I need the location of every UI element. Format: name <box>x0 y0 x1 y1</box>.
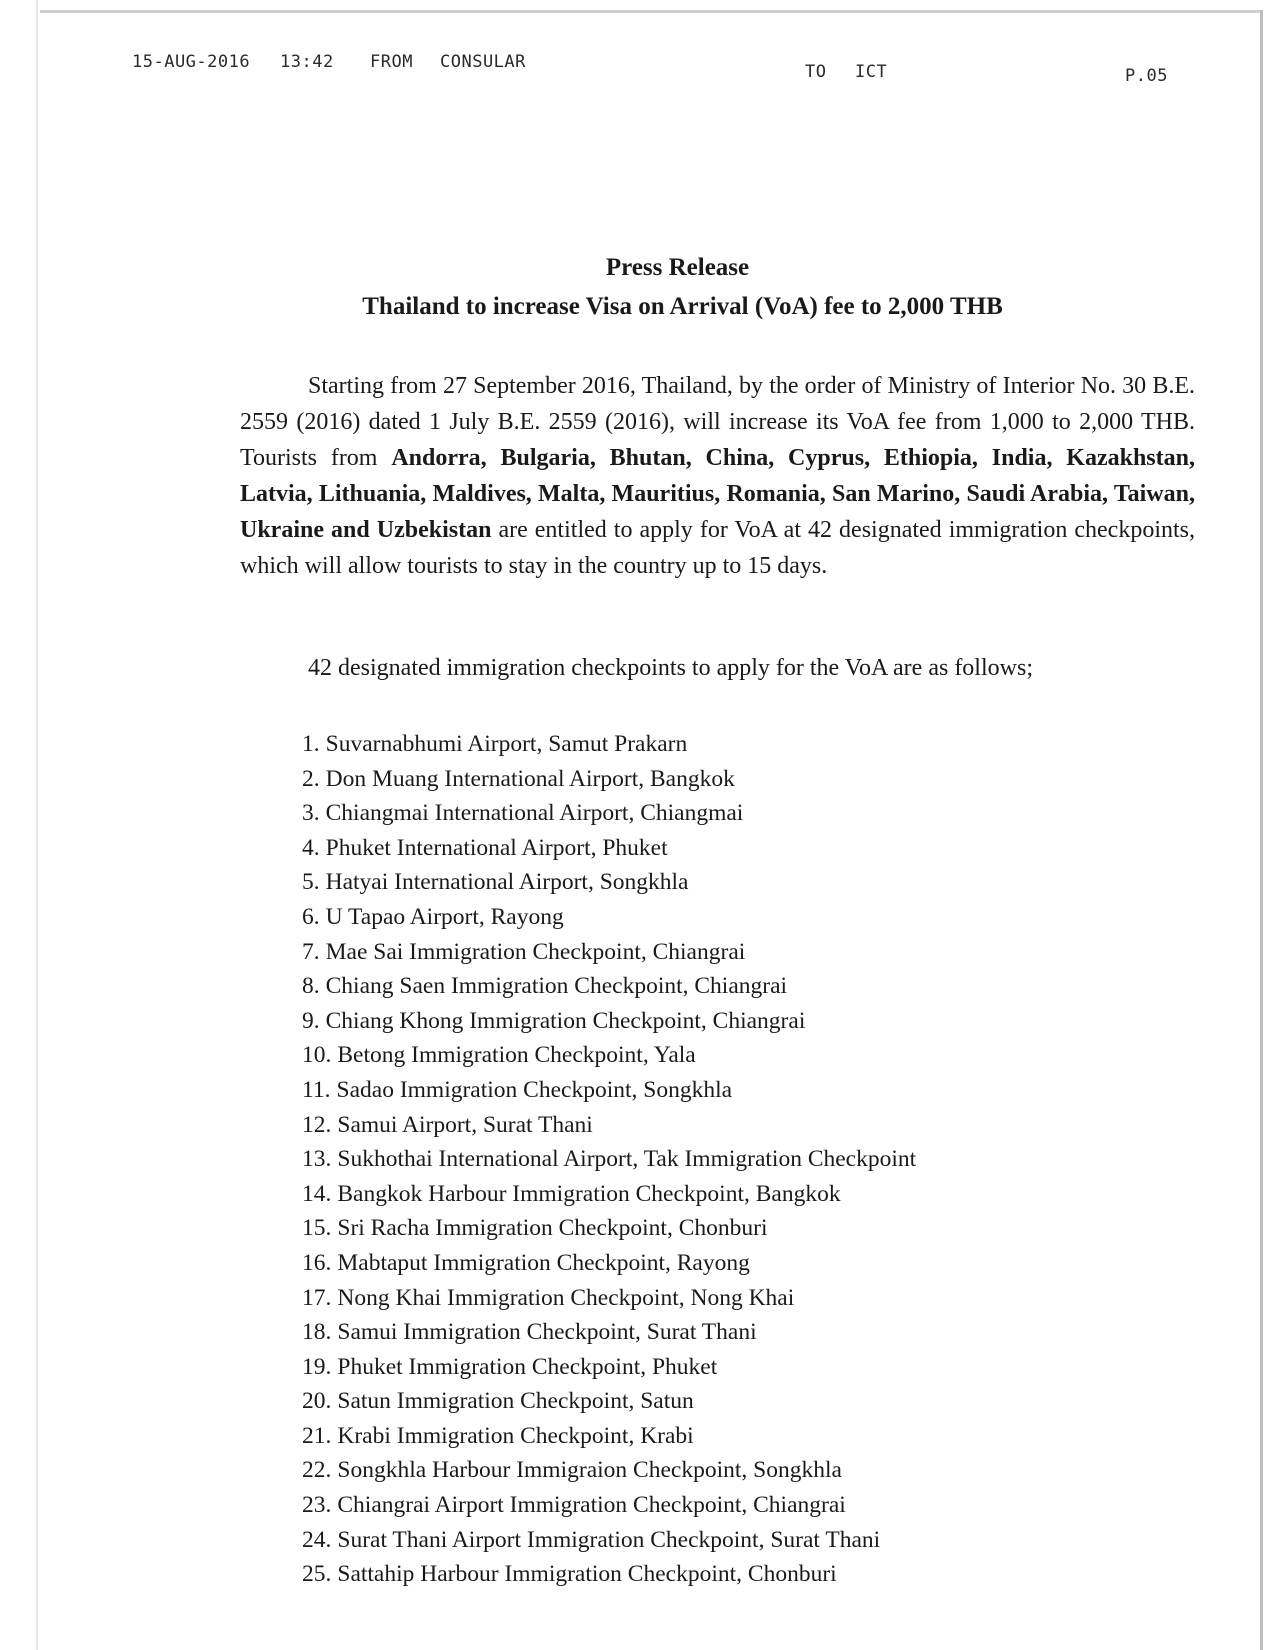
list-item-name: Songkhla Harbour Immigraion Checkpoint, Songkhla <box>337 1457 842 1484</box>
list-item-number: 13. <box>302 1146 332 1173</box>
list-item-number: 4. <box>302 834 320 861</box>
list-item-number: 10. <box>302 1042 332 1069</box>
intro-lead: Starting from 27 September 2016, Thailand, by the order of Ministry of Interior No. 30 B.E. 2559 (2016) dated 1 July B.E. 2559 (2016), will increase its VoA fee from 1,000 to 2,000 THB. Tourists from <box>240 373 1195 471</box>
page-title: Press Release <box>605 254 750 281</box>
list-item-name: Sukhothai International Airport, Tak Immigration Checkpoint <box>337 1146 917 1173</box>
list-item-number: 20. <box>302 1388 332 1415</box>
list-item-name: Mabtaput Immigration Checkpoint, Rayong <box>337 1249 750 1276</box>
list-item-name: Nong Khai Immigration Checkpoint, Nong Khai <box>337 1284 795 1311</box>
list-item-name: Bangkok Harbour Immigration Checkpoint, Bangkok <box>337 1180 841 1207</box>
list-item <box>302 1557 916 1592</box>
list-item <box>302 1488 916 1523</box>
list-item-name: Chiang Khong Immigration Checkpoint, Chiangrai <box>325 1007 806 1034</box>
fax-page-number: P.05 <box>1125 66 1168 86</box>
list-item <box>302 1246 916 1281</box>
list-item-number: 9. <box>302 1007 320 1034</box>
list-item <box>302 1038 916 1073</box>
list-item-name: Chiang Saen Immigration Checkpoint, Chiangrai <box>325 973 788 1000</box>
list-item <box>302 1177 916 1212</box>
scan-edge-left <box>36 0 38 1650</box>
list-item <box>302 1073 916 1108</box>
list-item-number: 24. <box>302 1526 332 1553</box>
list-item <box>302 1384 916 1419</box>
fax-time: 13:42 <box>280 52 334 72</box>
list-item <box>302 935 916 970</box>
list-item-name: Betong Immigration Checkpoint, Yala <box>337 1042 696 1069</box>
list-item-number: 1. <box>302 731 320 757</box>
list-item-number: 8. <box>302 973 320 1000</box>
list-item-name: Chiangrai Airport Immigration Checkpoint, Chiangrai <box>337 1492 846 1519</box>
list-item <box>302 1004 916 1039</box>
list-item <box>302 1419 916 1454</box>
list-item-name: Samui Immigration Checkpoint, Surat Thani <box>337 1319 757 1346</box>
list-item <box>302 831 916 866</box>
list-item <box>302 762 916 797</box>
list-item-name: U Tapao Airport, Rayong <box>325 903 564 930</box>
list-item-name: Phuket Immigration Checkpoint, Phuket <box>337 1353 718 1380</box>
list-item-number: 12. <box>302 1111 332 1138</box>
scan-edge-top <box>40 10 1263 13</box>
list-item <box>302 1142 916 1177</box>
list-item-name: Phuket International Airport, Phuket <box>325 834 668 861</box>
list-item-name: Don Muang International Airport, Bangkok <box>325 765 735 792</box>
list-item <box>302 1350 916 1385</box>
fax-recipient: ICT <box>855 62 888 82</box>
intro-countries: Andorra, Bulgaria, Bhutan, China, Cyprus, Ethiopia, India, Kazakhstan, Latvia, Lithuania, Maldives, Malta, Mauritius, Romania, San Marino, Saudi Arabia, Taiwan, Ukraine and Uzbekistan <box>240 445 1195 543</box>
list-item-number: 23. <box>302 1492 332 1519</box>
intro-paragraph <box>240 368 1195 584</box>
list-item <box>302 727 916 762</box>
page-subtitle: Thailand to increase Visa on Arrival (VoA) fee to 2,000 THB <box>362 293 1003 320</box>
checkpoint-list <box>302 727 916 1592</box>
fax-to-label: TO <box>805 62 827 82</box>
list-item <box>302 796 916 831</box>
list-item-number: 14. <box>302 1180 332 1207</box>
list-item-number: 16. <box>302 1249 332 1276</box>
fax-from-label: FROM <box>370 52 413 72</box>
list-item-number: 21. <box>302 1422 332 1449</box>
fax-sender: CONSULAR <box>440 52 526 72</box>
list-item-name: Surat Thani Airport Immigration Checkpoint, Surat Thani <box>337 1526 881 1553</box>
list-item-name: Samui Airport, Surat Thani <box>337 1111 593 1138</box>
list-item-number: 15. <box>302 1215 332 1242</box>
list-item <box>302 969 916 1004</box>
list-item-name: Chiangmai International Airport, Chiangmai <box>325 800 744 827</box>
list-item-number: 17. <box>302 1284 332 1311</box>
fax-header <box>0 52 1275 86</box>
list-item <box>302 1211 916 1246</box>
list-item-name: Sri Racha Immigration Checkpoint, Chonburi <box>337 1215 768 1242</box>
list-item-number: 2. <box>302 765 320 792</box>
list-item-number: 19. <box>302 1353 332 1380</box>
list-item-name: Krabi Immigration Checkpoint, Krabi <box>337 1422 694 1449</box>
list-item-number: 18. <box>302 1319 332 1346</box>
list-item-name: Satun Immigration Checkpoint, Satun <box>337 1388 694 1415</box>
list-item-name: Sadao Immigration Checkpoint, Songkhla <box>336 1076 733 1103</box>
list-item <box>302 1281 916 1316</box>
list-item-number: 11. <box>302 1076 331 1103</box>
list-item-number: 5. <box>302 869 320 896</box>
list-item <box>302 1108 916 1143</box>
intro-tail: are entitled to apply for VoA at 42 designated immigration checkpoints, which will allow tourists to stay in the country up to 15 days. <box>240 517 1196 579</box>
list-item-number: 22. <box>302 1457 332 1484</box>
list-item-name: Mae Sai Immigration Checkpoint, Chiangrai <box>325 938 746 965</box>
list-item-name: Suvarnabhumi Airport, Samut Prakarn <box>325 731 688 757</box>
list-item-number: 7. <box>302 938 320 965</box>
list-item <box>302 1453 916 1488</box>
list-item <box>302 900 916 935</box>
list-item-number: 3. <box>302 800 320 827</box>
list-item-name: Hatyai International Airport, Songkhla <box>325 869 689 896</box>
list-item-number: 25. <box>302 1561 332 1588</box>
list-item <box>302 1523 916 1558</box>
list-item <box>302 1315 916 1350</box>
list-item <box>302 865 916 900</box>
list-item-name: Sattahip Harbour Immigration Checkpoint, Chonburi <box>337 1561 837 1588</box>
checkpoints-lead: 42 designated immigration checkpoints to apply for the VoA are as follows; <box>308 655 1033 681</box>
list-item-number: 6. <box>302 903 320 930</box>
fax-date: 15-AUG-2016 <box>132 52 251 72</box>
